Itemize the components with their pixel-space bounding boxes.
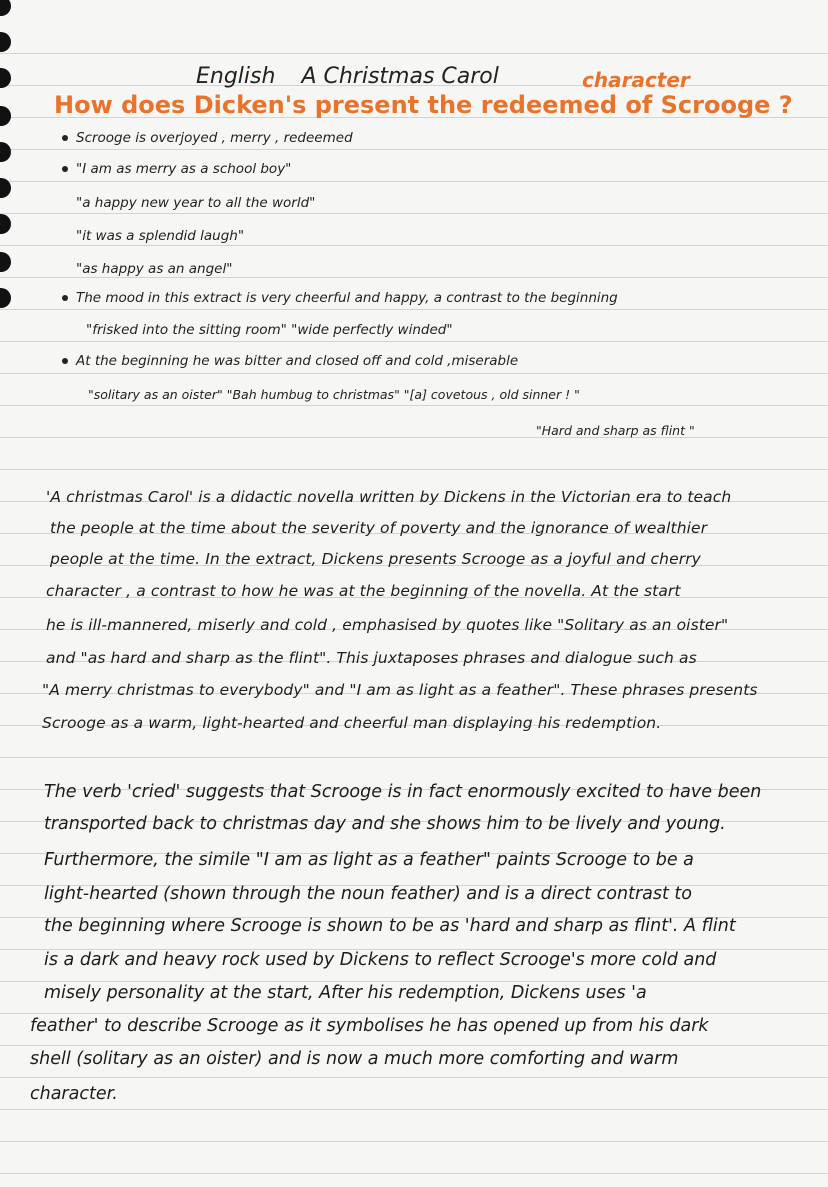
paragraph-line: shell (solitary as an oister) and is now a much more comforting and warm: [30, 1049, 679, 1069]
paragraph-line: misely personality at the start, After his redemption, Dickens uses 'a: [44, 983, 647, 1003]
page-top-margin: [0, 0, 828, 22]
paragraph-line: is a dark and heavy rock used by Dickens to reflect Scrooge's more cold and: [44, 950, 717, 970]
paragraph-line: the people at the time about the severity of poverty and the ignorance of wealthier: [50, 519, 708, 537]
paragraph-line: transported back to christmas day and she shows him to be lively and young.: [44, 814, 726, 834]
bullet-icon: [62, 358, 68, 364]
bullet-icon: [62, 295, 68, 301]
paragraph-line: Scrooge as a warm, light-hearted and cheerful man displaying his redemption.: [42, 714, 662, 732]
note-item: "I am as merry as a school boy": [62, 161, 291, 177]
subject-label: English: [196, 64, 276, 89]
note-quote: "it was a splendid laugh": [76, 228, 245, 244]
paragraph-line: The verb 'cried' suggests that Scrooge is in fact enormously excited to have been: [44, 782, 762, 802]
binder-hole: [0, 252, 11, 272]
paragraph-line: "A merry christmas to everybody" and "I am as light as a feather". These phrases presents: [42, 681, 758, 699]
paragraph-line: 'A christmas Carol' is a didactic novella written by Dickens in the Victorian era to teach: [46, 488, 732, 506]
page-header: [196, 64, 499, 89]
bullet-icon: [62, 166, 68, 172]
paragraph-line: and "as hard and sharp as the flint". This juxtaposes phrases and dialogue such as: [46, 649, 697, 667]
bullet-icon: [62, 135, 68, 141]
note-quote: "Hard and sharp as flint ": [536, 423, 695, 438]
note-quote: "a happy new year to all the world": [76, 195, 316, 211]
essay-question: How does Dicken's present the redeemed of Scrooge ?: [54, 91, 793, 119]
paragraph-line: feather' to describe Scrooge as it symbolises he has opened up from his dark: [30, 1016, 709, 1036]
binder-hole: [0, 288, 11, 308]
paragraph-line: people at the time. In the extract, Dickens presents Scrooge as a joyful and cherry: [50, 550, 701, 568]
binder-hole: [0, 32, 11, 52]
paragraph-line: he is ill-mannered, miserly and cold , emphasised by quotes like "Solitary as an oister": [46, 616, 729, 634]
binder-hole: [0, 214, 11, 234]
note-item: At the beginning he was bitter and closed off and cold ,miserable: [62, 353, 518, 369]
inserted-word: character: [582, 68, 690, 92]
paragraph-line: Furthermore, the simile "I am as light as a feather" paints Scrooge to be a: [44, 850, 694, 870]
binder-hole: [0, 178, 11, 198]
paragraph-line: character.: [30, 1084, 118, 1104]
binder-hole: [0, 68, 11, 88]
note-quote: "frisked into the sitting room" "wide perfectly winded": [86, 322, 453, 338]
binder-hole: [0, 142, 11, 162]
note-item: Scrooge is overjoyed , merry , redeemed: [62, 130, 353, 146]
note-quote: "as happy as an angel": [76, 261, 233, 277]
paragraph-line: character , a contrast to how he was at the beginning of the novella. At the start: [46, 582, 681, 600]
note-quote: "solitary as an oister" "Bah humbug to christmas" "[a] covetous , old sinner ! ": [88, 387, 580, 402]
paragraph-line: light-hearted (shown through the noun feather) and is a direct contrast to: [44, 884, 692, 904]
topic-title: A Christmas Carol: [301, 64, 499, 89]
paragraph-line: the beginning where Scrooge is shown to be as 'hard and sharp as flint'. A flint: [44, 916, 736, 936]
binder-hole: [0, 106, 11, 126]
note-item: The mood in this extract is very cheerful and happy, a contrast to the beginning: [62, 290, 618, 306]
